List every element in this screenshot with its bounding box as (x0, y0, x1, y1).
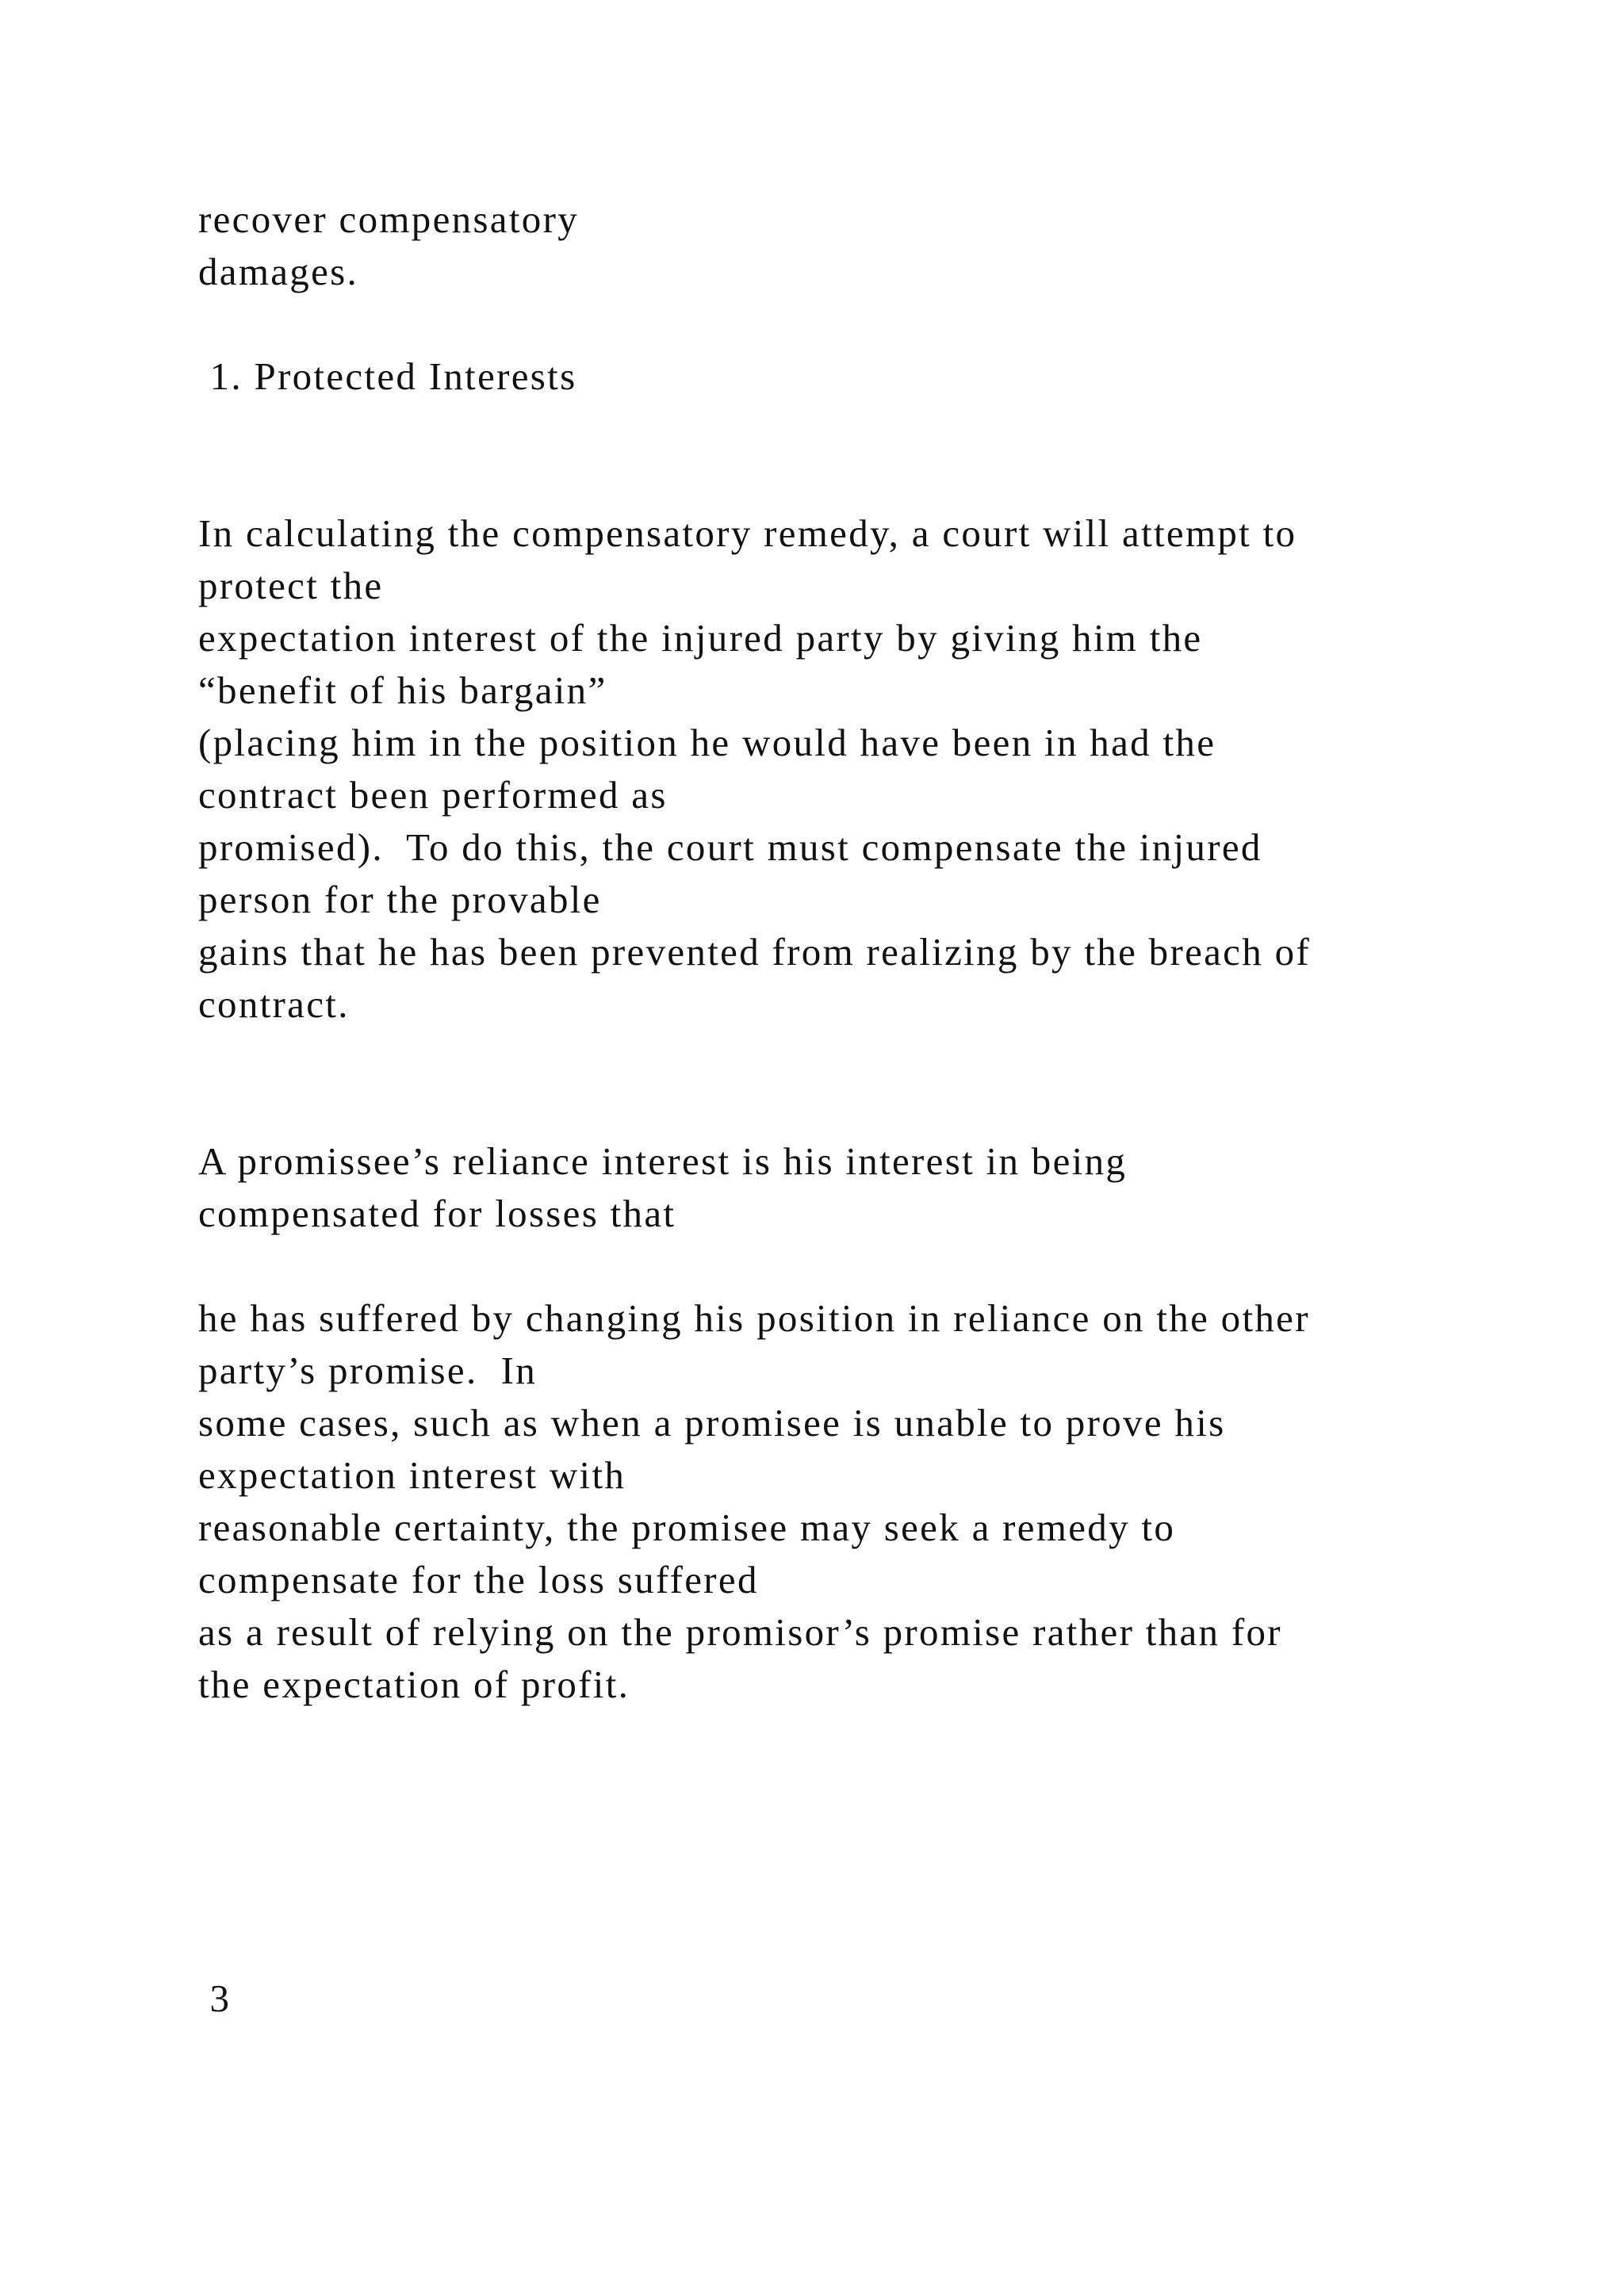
text-line: compensated for losses that (198, 1192, 676, 1235)
text-line: expectation interest with (198, 1453, 626, 1497)
text-line: protect the (198, 564, 384, 607)
text-line: contract. (198, 982, 350, 1026)
text-line: (placing him in the position he would have been in had the (198, 721, 1216, 764)
text-line: compensate for the loss suffered (198, 1558, 759, 1601)
text-line: A promissee’s reliance interest is his interest in being (198, 1139, 1128, 1183)
section-heading: 1. Protected Interests (198, 354, 577, 398)
text-line: he has suffered by changing his position in reliance on the other (198, 1296, 1310, 1340)
text-line: as a result of relying on the promisor’s promise rather than for (198, 1610, 1282, 1654)
text-line: reasonable certainty, the promisee may seek a remedy to (198, 1506, 1176, 1549)
text-line: some cases, such as when a promisee is unable to prove his (198, 1401, 1226, 1445)
text-line: recover compensatory (198, 197, 579, 241)
text-line: “benefit of his bargain” (198, 668, 607, 712)
text-line: the expectation of profit. (198, 1663, 630, 1706)
text-line: contract been performed as (198, 773, 668, 817)
text-line: expectation interest of the injured party by giving him the (198, 616, 1203, 660)
text-line: party’s promise. In (198, 1349, 538, 1392)
text-line: person for the provable (198, 878, 602, 921)
text-line: In calculating the compensatory remedy, a court will attempt to (198, 511, 1297, 555)
page-number: 3 (198, 1976, 232, 2020)
text-line: gains that he has been prevented from realizing by the breach of (198, 930, 1311, 974)
text-line: promised). To do this, the court must compensate the injured (198, 825, 1262, 869)
text-line: damages. (198, 250, 359, 293)
